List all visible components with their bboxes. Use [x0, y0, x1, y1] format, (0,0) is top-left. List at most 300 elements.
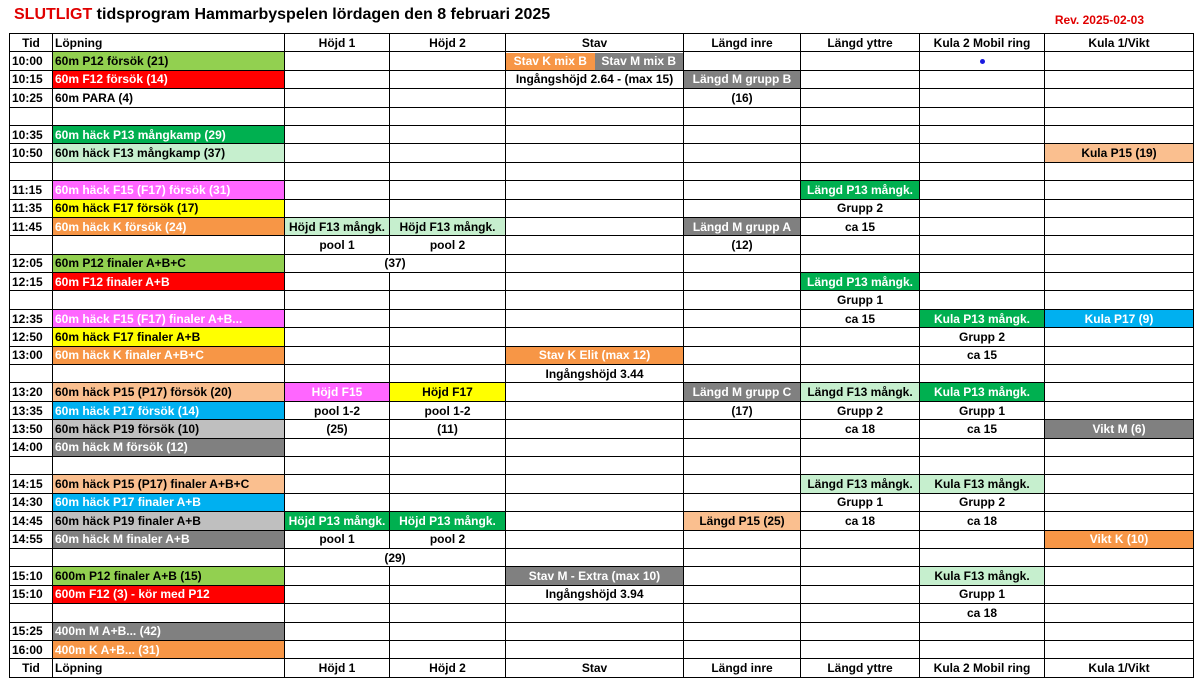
running-event-cell: 60m häck F15 (F17) försök (31) — [53, 181, 285, 199]
schedule-row — [10, 217, 1194, 235]
hojd2-cell — [390, 567, 506, 585]
schedule-row — [10, 493, 1194, 511]
hojd1-cell — [285, 70, 390, 88]
schedule-row — [10, 125, 1194, 143]
hojd1-cell — [285, 162, 390, 180]
time-cell: 16:00 — [10, 640, 53, 658]
schedule-row — [10, 604, 1194, 622]
stav-cell — [506, 493, 684, 511]
langd-inre-cell — [684, 309, 801, 327]
hojd2-cell — [390, 309, 506, 327]
schedule-row — [10, 107, 1194, 125]
column-header: Stav — [506, 34, 684, 52]
status-label: SLUTLIGT — [14, 6, 93, 23]
kula2-cell: Grupp 2 — [920, 493, 1045, 511]
marker-dot-icon — [980, 59, 985, 64]
schedule-row — [10, 144, 1194, 162]
kula1-vikt-cell — [1045, 52, 1194, 70]
schedule-row — [10, 162, 1194, 180]
stav-cell — [506, 217, 684, 235]
hojd1-cell — [285, 89, 390, 107]
time-cell — [10, 604, 53, 622]
schedule-row — [10, 346, 1194, 364]
running-event-cell — [53, 162, 285, 180]
column-header: Längd yttre — [801, 659, 920, 677]
hojd1-cell: (25) — [285, 420, 390, 438]
kula1-vikt-cell — [1045, 346, 1194, 364]
hojd1-cell: pool 1 — [285, 530, 390, 548]
hojd1-cell — [285, 199, 390, 217]
kula2-cell — [920, 70, 1045, 88]
time-cell: 15:25 — [10, 622, 53, 640]
stav-cell — [506, 622, 684, 640]
running-event-cell: 60m häck F17 finaler A+B — [53, 328, 285, 346]
hojd1-cell — [285, 144, 390, 162]
langd-yttre-cell: Längd P13 mångk. — [801, 181, 920, 199]
hojd1-cell — [285, 456, 390, 474]
time-cell: 10:00 — [10, 52, 53, 70]
running-event-cell: 60m häck M finaler A+B — [53, 530, 285, 548]
hojd1-cell — [285, 567, 390, 585]
hojd1-cell: pool 1-2 — [285, 401, 390, 419]
kula1-vikt-cell — [1045, 236, 1194, 254]
running-event-cell: 60m häck P17 försök (14) — [53, 401, 285, 419]
stav-cell — [506, 401, 684, 419]
schedule-row — [10, 548, 1194, 566]
time-cell: 12:15 — [10, 273, 53, 291]
running-event-cell: 60m P12 finaler A+B+C — [53, 254, 285, 272]
time-cell: 12:05 — [10, 254, 53, 272]
kula1-vikt-cell — [1045, 493, 1194, 511]
column-header: Höjd 2 — [390, 34, 506, 52]
schedule-row — [10, 420, 1194, 438]
langd-inre-cell — [684, 346, 801, 364]
time-cell: 14:45 — [10, 512, 53, 530]
stav-cell — [506, 273, 684, 291]
hojd1-cell — [285, 475, 390, 493]
langd-yttre-cell — [801, 107, 920, 125]
kula2-cell: Grupp 1 — [920, 401, 1045, 419]
langd-inre-cell — [684, 328, 801, 346]
langd-yttre-cell — [801, 236, 920, 254]
langd-inre-cell — [684, 438, 801, 456]
langd-inre-cell: Längd M grupp B — [684, 70, 801, 88]
running-event-cell: 60m häck F13 mångkamp (37) — [53, 144, 285, 162]
langd-inre-cell — [684, 125, 801, 143]
kula1-vikt-cell: Vikt K (10) — [1045, 530, 1194, 548]
langd-yttre-cell: Grupp 1 — [801, 291, 920, 309]
hojd1-cell — [285, 365, 390, 383]
langd-inre-cell — [684, 144, 801, 162]
time-cell: 15:10 — [10, 567, 53, 585]
time-cell: 10:35 — [10, 125, 53, 143]
langd-yttre-cell — [801, 144, 920, 162]
stav-cell — [506, 125, 684, 143]
langd-yttre-cell — [801, 530, 920, 548]
hojd1-cell: Höjd P13 mångk. — [285, 512, 390, 530]
time-cell: 12:35 — [10, 309, 53, 327]
hojd2-cell — [390, 291, 506, 309]
langd-yttre-cell: Längd F13 mångk. — [801, 383, 920, 401]
revision-label: Rev. 2025-02-03 — [1054, 13, 1144, 27]
schedule-row — [10, 640, 1194, 658]
kula1-vikt-cell — [1045, 125, 1194, 143]
langd-yttre-cell — [801, 604, 920, 622]
langd-yttre-cell — [801, 162, 920, 180]
stav-cell: Stav M - Extra (max 10) — [506, 567, 684, 585]
stav-cell — [506, 438, 684, 456]
schedule-title — [14, 6, 550, 24]
hojd2-cell — [390, 107, 506, 125]
stav-cell: Ingångshöjd 3.94 — [506, 585, 684, 603]
hojd2-cell: pool 2 — [390, 236, 506, 254]
hojd1-cell — [285, 438, 390, 456]
hojd1-cell — [285, 585, 390, 603]
time-cell: 13:35 — [10, 401, 53, 419]
langd-inre-cell — [684, 622, 801, 640]
kula2-cell — [920, 622, 1045, 640]
time-cell: 15:10 — [10, 585, 53, 603]
langd-inre-cell — [684, 548, 801, 566]
kula2-cell: ca 15 — [920, 346, 1045, 364]
kula1-vikt-cell — [1045, 512, 1194, 530]
hojd2-cell — [390, 365, 506, 383]
stav-cell — [506, 291, 684, 309]
kula2-cell — [920, 640, 1045, 658]
hojd1-cell — [285, 604, 390, 622]
hojd2-cell — [390, 162, 506, 180]
schedule-row — [10, 530, 1194, 548]
langd-inre-cell — [684, 475, 801, 493]
kula2-cell — [920, 181, 1045, 199]
hojd2-cell: Höjd F13 mångk. — [390, 217, 506, 235]
time-cell — [10, 162, 53, 180]
kula1-vikt-cell — [1045, 70, 1194, 88]
schedule-row — [10, 236, 1194, 254]
column-header: Höjd 1 — [285, 34, 390, 52]
running-event-cell: 60m häck P13 mångkamp (29) — [53, 125, 285, 143]
running-event-cell — [53, 291, 285, 309]
stav-cell — [506, 52, 684, 70]
langd-inre-cell — [684, 273, 801, 291]
time-cell: 10:15 — [10, 70, 53, 88]
running-event-cell: 60m häck P15 (P17) försök (20) — [53, 383, 285, 401]
stav-cell — [506, 456, 684, 474]
kula2-cell — [920, 236, 1045, 254]
stav-cell — [506, 328, 684, 346]
kula2-cell: Kula F13 mångk. — [920, 567, 1045, 585]
running-event-cell: 60m häck K finaler A+B+C — [53, 346, 285, 364]
schedule-row — [10, 254, 1194, 272]
stav-cell — [506, 162, 684, 180]
hojd1-cell — [285, 309, 390, 327]
running-event-cell: 60m PARA (4) — [53, 89, 285, 107]
schedule-row — [10, 512, 1194, 530]
schedule-row — [10, 181, 1194, 199]
running-event-cell — [53, 236, 285, 254]
running-event-cell: 400m K A+B... (31) — [53, 640, 285, 658]
langd-inre-cell — [684, 456, 801, 474]
kula2-cell — [920, 548, 1045, 566]
time-cell — [10, 107, 53, 125]
kula1-vikt-cell — [1045, 548, 1194, 566]
time-cell — [10, 365, 53, 383]
langd-inre-cell — [684, 365, 801, 383]
kula2-cell — [920, 273, 1045, 291]
hojd2-cell — [390, 604, 506, 622]
schedule-row — [10, 622, 1194, 640]
kula1-vikt-cell: Vikt M (6) — [1045, 420, 1194, 438]
stav-cell — [506, 604, 684, 622]
kula2-cell: ca 15 — [920, 420, 1045, 438]
time-cell: 14:55 — [10, 530, 53, 548]
kula2-cell — [920, 125, 1045, 143]
kula1-vikt-cell — [1045, 640, 1194, 658]
kula2-cell: Kula P13 mångk. — [920, 383, 1045, 401]
hojd2-cell — [390, 475, 506, 493]
stav-cell — [506, 254, 684, 272]
stav-cell: Ingångshöjd 3.44 — [506, 365, 684, 383]
time-cell — [10, 236, 53, 254]
kula2-cell — [920, 291, 1045, 309]
kula2-cell: ca 18 — [920, 604, 1045, 622]
stav-cell — [506, 512, 684, 530]
langd-yttre-cell — [801, 254, 920, 272]
running-event-cell — [53, 456, 285, 474]
langd-inre-cell — [684, 604, 801, 622]
langd-yttre-cell — [801, 456, 920, 474]
langd-inre-cell — [684, 420, 801, 438]
running-event-cell — [53, 548, 285, 566]
kula1-vikt-cell — [1045, 217, 1194, 235]
kula2-cell — [920, 144, 1045, 162]
stav-cell — [506, 383, 684, 401]
kula1-vikt-cell — [1045, 585, 1194, 603]
langd-yttre-cell — [801, 70, 920, 88]
kula1-vikt-cell — [1045, 401, 1194, 419]
running-event-cell: 60m häck P19 försök (10) — [53, 420, 285, 438]
kula1-vikt-cell — [1045, 365, 1194, 383]
langd-yttre-cell: ca 18 — [801, 512, 920, 530]
running-event-cell — [53, 107, 285, 125]
hojd2-cell: pool 1-2 — [390, 401, 506, 419]
langd-inre-cell — [684, 640, 801, 658]
hojd2-cell — [390, 199, 506, 217]
schedule-row — [10, 89, 1194, 107]
hojd2-cell — [390, 181, 506, 199]
kula1-vikt-cell — [1045, 254, 1194, 272]
schedule-row — [10, 309, 1194, 327]
time-cell: 11:45 — [10, 217, 53, 235]
hojd2-cell — [390, 125, 506, 143]
column-header: Stav — [506, 659, 684, 677]
running-event-cell: 60m häck M försök (12) — [53, 438, 285, 456]
hojd2-cell — [390, 273, 506, 291]
kula2-cell — [920, 456, 1045, 474]
langd-inre-cell: (12) — [684, 236, 801, 254]
kula1-vikt-cell — [1045, 383, 1194, 401]
langd-inre-cell: Längd M grupp A — [684, 217, 801, 235]
kula1-vikt-cell — [1045, 89, 1194, 107]
stav-cell — [506, 89, 684, 107]
langd-inre-cell — [684, 567, 801, 585]
schedule-row — [10, 328, 1194, 346]
stav-cell — [506, 420, 684, 438]
footer-header-row — [10, 659, 1194, 677]
time-cell: 13:00 — [10, 346, 53, 364]
time-cell: 11:15 — [10, 181, 53, 199]
column-header: Längd yttre — [801, 34, 920, 52]
langd-yttre-cell: ca 15 — [801, 217, 920, 235]
hojd2-cell: Höjd F17 — [390, 383, 506, 401]
hojd2-cell — [390, 438, 506, 456]
langd-inre-cell — [684, 52, 801, 70]
hojd-combined-cell: (37) — [285, 254, 506, 272]
kula2-cell — [920, 89, 1045, 107]
kula2-cell — [920, 365, 1045, 383]
langd-inre-cell: Längd P15 (25) — [684, 512, 801, 530]
running-event-cell: 60m häck K försök (24) — [53, 217, 285, 235]
hojd1-cell: Höjd F15 — [285, 383, 390, 401]
schedule-row — [10, 585, 1194, 603]
langd-yttre-cell: Grupp 1 — [801, 493, 920, 511]
kula1-vikt-cell — [1045, 622, 1194, 640]
schedule-row — [10, 52, 1194, 70]
schedule-table — [9, 33, 1194, 678]
kula2-cell — [920, 217, 1045, 235]
kula2-cell — [920, 162, 1045, 180]
langd-yttre-cell — [801, 365, 920, 383]
langd-inre-cell — [684, 254, 801, 272]
hojd-combined-cell: (29) — [285, 548, 506, 566]
langd-yttre-cell — [801, 548, 920, 566]
hojd2-cell — [390, 640, 506, 658]
hojd1-cell — [285, 346, 390, 364]
hojd2-cell: (11) — [390, 420, 506, 438]
langd-yttre-cell — [801, 640, 920, 658]
kula1-vikt-cell — [1045, 107, 1194, 125]
kula2-cell — [920, 530, 1045, 548]
schedule-row — [10, 273, 1194, 291]
kula2-cell — [920, 254, 1045, 272]
column-header: Kula 1/Vikt — [1045, 659, 1194, 677]
kula1-vikt-cell — [1045, 199, 1194, 217]
running-event-cell: 60m P12 försök (21) — [53, 52, 285, 70]
langd-yttre-cell — [801, 622, 920, 640]
hojd2-cell — [390, 346, 506, 364]
langd-yttre-cell: Längd P13 mångk. — [801, 273, 920, 291]
hojd2-cell — [390, 622, 506, 640]
hojd2-cell — [390, 144, 506, 162]
time-cell: 11:35 — [10, 199, 53, 217]
kula2-cell — [920, 52, 1045, 70]
column-header: Höjd 1 — [285, 659, 390, 677]
langd-yttre-cell — [801, 328, 920, 346]
langd-inre-cell — [684, 585, 801, 603]
langd-yttre-cell: ca 18 — [801, 420, 920, 438]
running-event-cell: 600m P12 finaler A+B (15) — [53, 567, 285, 585]
hojd1-cell — [285, 291, 390, 309]
kula2-cell: Grupp 1 — [920, 585, 1045, 603]
langd-yttre-cell — [801, 125, 920, 143]
column-header: Kula 2 Mobil ring — [920, 34, 1045, 52]
kula1-vikt-cell — [1045, 567, 1194, 585]
langd-yttre-cell — [801, 89, 920, 107]
running-event-cell: 60m F12 försök (14) — [53, 70, 285, 88]
hojd1-cell: pool 1 — [285, 236, 390, 254]
hojd2-cell — [390, 493, 506, 511]
kula1-vikt-cell: Kula P17 (9) — [1045, 309, 1194, 327]
kula2-cell — [920, 199, 1045, 217]
running-event-cell — [53, 365, 285, 383]
kula2-cell: Kula P13 mångk. — [920, 309, 1045, 327]
hojd2-cell — [390, 456, 506, 474]
hojd1-cell — [285, 52, 390, 70]
kula1-vikt-cell — [1045, 475, 1194, 493]
column-header: Längd inre — [684, 659, 801, 677]
schedule-row — [10, 365, 1194, 383]
langd-inre-cell — [684, 291, 801, 309]
kula1-vikt-cell — [1045, 273, 1194, 291]
schedule-row — [10, 291, 1194, 309]
running-event-cell: 60m F12 finaler A+B — [53, 273, 285, 291]
langd-yttre-cell — [801, 346, 920, 364]
running-event-cell: 60m häck P19 finaler A+B — [53, 512, 285, 530]
schedule-row — [10, 438, 1194, 456]
langd-inre-cell — [684, 199, 801, 217]
column-header: Löpning — [53, 659, 285, 677]
kula2-cell: ca 18 — [920, 512, 1045, 530]
stav-cell — [506, 309, 684, 327]
time-cell: 13:50 — [10, 420, 53, 438]
running-event-cell: 60m häck F17 försök (17) — [53, 199, 285, 217]
hojd2-cell — [390, 328, 506, 346]
column-header: Höjd 2 — [390, 659, 506, 677]
time-cell: 14:15 — [10, 475, 53, 493]
langd-yttre-cell — [801, 52, 920, 70]
stav-cell: Ingångshöjd 2.64 - (max 15) — [506, 70, 684, 88]
hojd1-cell — [285, 107, 390, 125]
time-cell — [10, 291, 53, 309]
column-header: Tid — [10, 659, 53, 677]
stav-cell — [506, 107, 684, 125]
time-cell: 10:50 — [10, 144, 53, 162]
hojd1-cell — [285, 640, 390, 658]
hojd2-cell — [390, 70, 506, 88]
stav-cell — [506, 475, 684, 493]
time-cell: 13:20 — [10, 383, 53, 401]
running-event-cell: 400m M A+B... (42) — [53, 622, 285, 640]
stav-cell — [506, 199, 684, 217]
schedule-row — [10, 456, 1194, 474]
langd-yttre-cell: Grupp 2 — [801, 401, 920, 419]
title-text: tidsprogram Hammarbyspelen lördagen den 8 februari 2025 — [92, 6, 551, 23]
stav-cell — [506, 530, 684, 548]
stav-split-b: Stav M mix B — [595, 53, 684, 70]
langd-inre-cell — [684, 107, 801, 125]
time-cell: 14:00 — [10, 438, 53, 456]
schedule-header — [0, 0, 1200, 33]
hojd2-cell — [390, 585, 506, 603]
hojd2-cell: pool 2 — [390, 530, 506, 548]
time-cell — [10, 548, 53, 566]
schedule-row — [10, 567, 1194, 585]
column-header: Löpning — [53, 34, 285, 52]
hojd1-cell — [285, 622, 390, 640]
kula1-vikt-cell — [1045, 328, 1194, 346]
column-header: Längd inre — [684, 34, 801, 52]
kula2-cell — [920, 438, 1045, 456]
